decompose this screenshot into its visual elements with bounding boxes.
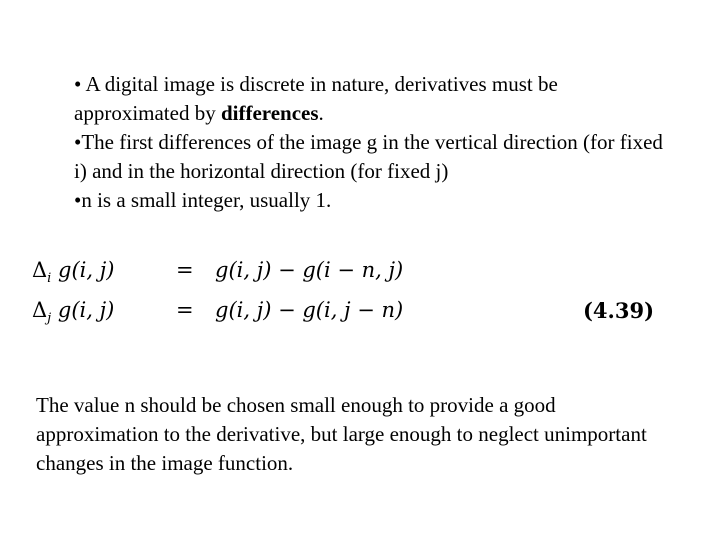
explanation-paragraph: The value n should be chosen small enough to provide a good approximation to the derivative, but large enough to neglect unimportant changes in the image function. [36,393,647,475]
equation-2-lhs [32,298,114,326]
bullet-small-integer: •n is a small integer, usually 1. [74,188,332,212]
bullet-1-end: . [318,101,324,125]
equation-2-lhs-term: g(i, j) [51,298,115,322]
delta-subscript: i [47,271,52,287]
bullet-first-differences: •The first differences of the image g in the vertical direction (for fixed i) and in the horizontal direction (for fixed j) [74,130,663,183]
difference-equations [32,258,672,334]
equation-1-lhs [32,258,114,286]
equals-sign: = [176,298,194,322]
bullet-1-text: • A digital image is discrete in nature, derivatives must be approximated by [74,72,558,125]
equation-1-lhs-term: g(i, j) [51,258,115,282]
equals-sign: = [176,258,194,282]
equation-number: (4.39) [583,298,655,323]
delta-symbol: Δ [32,258,48,282]
equation-row-vertical [32,258,672,290]
delta-symbol: Δ [32,298,48,322]
equation-row-horizontal [32,298,672,330]
equation-2-rhs: g(i, j) − g(i, j − n) [215,298,404,322]
bullet-list [74,70,674,215]
bullet-1-bold-term: differences [220,101,319,125]
delta-subscript: j [47,311,52,327]
bullet-discrete-nature [74,70,674,128]
equation-1-rhs: g(i, j) − g(i − n, j) [215,258,404,282]
